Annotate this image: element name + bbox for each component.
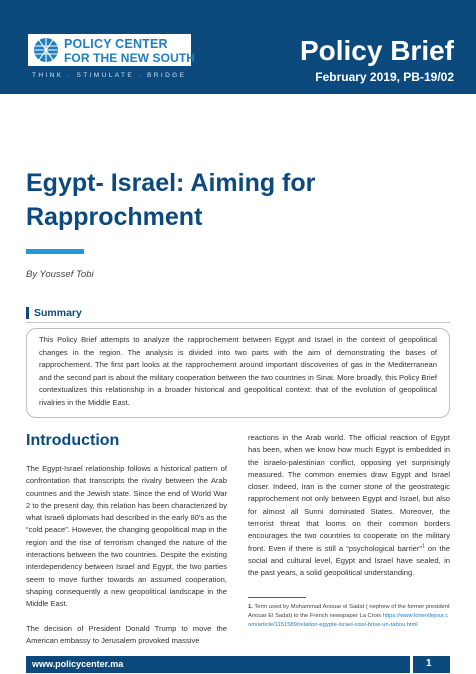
page-number: 1	[426, 658, 432, 669]
paragraph	[248, 432, 450, 580]
footnote-number: 1.	[248, 604, 253, 610]
page-title: Egypt- Israel: Aiming for Rapprochment	[26, 169, 316, 231]
summary-marker	[26, 307, 29, 319]
footnote-text: Term used by Mohammad Anouar el Sadat ( nephew of the former president Anouar El Sadat) to the French newspaper La Croix	[248, 604, 450, 619]
divider	[26, 322, 450, 323]
introduction-heading: Introduction	[26, 432, 120, 449]
logo-tagline: THINK · STIMULATE · BRIDGE	[32, 72, 187, 79]
author: By Youssef Tobi	[26, 269, 94, 280]
footer-separator	[410, 656, 413, 673]
document-type: Policy Brief	[299, 35, 454, 66]
paragraph-text: on the social and cultural level, Egypt and Israel have sealed, in the past years, a solid geopolitical understanding.	[248, 543, 450, 578]
column-right	[248, 432, 450, 580]
summary-heading	[26, 306, 82, 319]
footer-url[interactable]: www.policycenter.ma	[32, 659, 124, 669]
logo-line2: FOR THE NEW SOUTH	[64, 51, 196, 65]
header-banner	[0, 0, 476, 94]
footnote	[248, 603, 450, 629]
paragraph-text: reactions in the Arab world. The official reaction of Egypt has been, when we know how much Egypt is embedded in the israelo-palestinian conflict, opposing yet surprisingly measured. The common enemies draw Egypt and Israel closer. Indeed, Iran is the corner stone of the geostrategic rapprochement not only between Egypt and Israel, but also for almost all Sunni dominated States. Moreover, the terrorist threat that looms on their common borders encourages the two countries to cooperate on the military front. Even if there is still a “psychological barrier”	[248, 433, 450, 553]
footnote-link[interactable]: https://www.lorientlejour.com/article/1151589/relation-egypte-israel-sissi-brise-un-tabou.html	[248, 612, 449, 628]
footnote-divider	[248, 597, 306, 598]
paragraph: The Egypt-Israel relationship follows a historical pattern of confrontation that transcripts the rivalry between the Arab countries and the Jewish state. Since the end of World War 2 to the present day, this relation has been characterized by what Israeli diplomats had described in the early 80's as the “cold peace”. However, the changing geopolitical map in the region and the rise of terrorism changed the nature of the interactions between the two countries. Despite the existing interdependency between Israel and Egypt, the two parties seem to move further towards an assumed cooperation, shaping consequently a new geopolitical landscape in the Middle East.	[26, 464, 227, 609]
logo-line1: POLICY CENTER	[64, 37, 168, 51]
column-left	[26, 463, 227, 659]
footer	[26, 656, 450, 673]
footnote-ref[interactable]: 1	[421, 543, 425, 550]
document-date: February 2019, PB-19/02	[315, 70, 454, 84]
summary-label: Summary	[34, 306, 82, 319]
paragraph: The decision of President Donald Trump to move the American embassy to Jerusalem provoked massive	[26, 623, 227, 645]
summary-box: This Policy Brief attempts to analyze the rapprochement between Egypt and Israel in the context of geopolitical changes in the region. The analysis is divided into two parts with the aim of demonstrating the bases of rapprochement. The first part looks at the rapprochement around important discoveries of gas in the Mediterranean and the second part is about the military cooperation between the two countries in Sinai. More broadly, this Policy Brief contextualizes this relationship in a broader historical and geopolitical context: that of the evolution of geopolitical rivalries in the Middle East.	[26, 328, 450, 418]
globe-logo-icon	[33, 37, 59, 63]
logo	[28, 34, 196, 66]
title-accent-bar	[26, 249, 84, 254]
